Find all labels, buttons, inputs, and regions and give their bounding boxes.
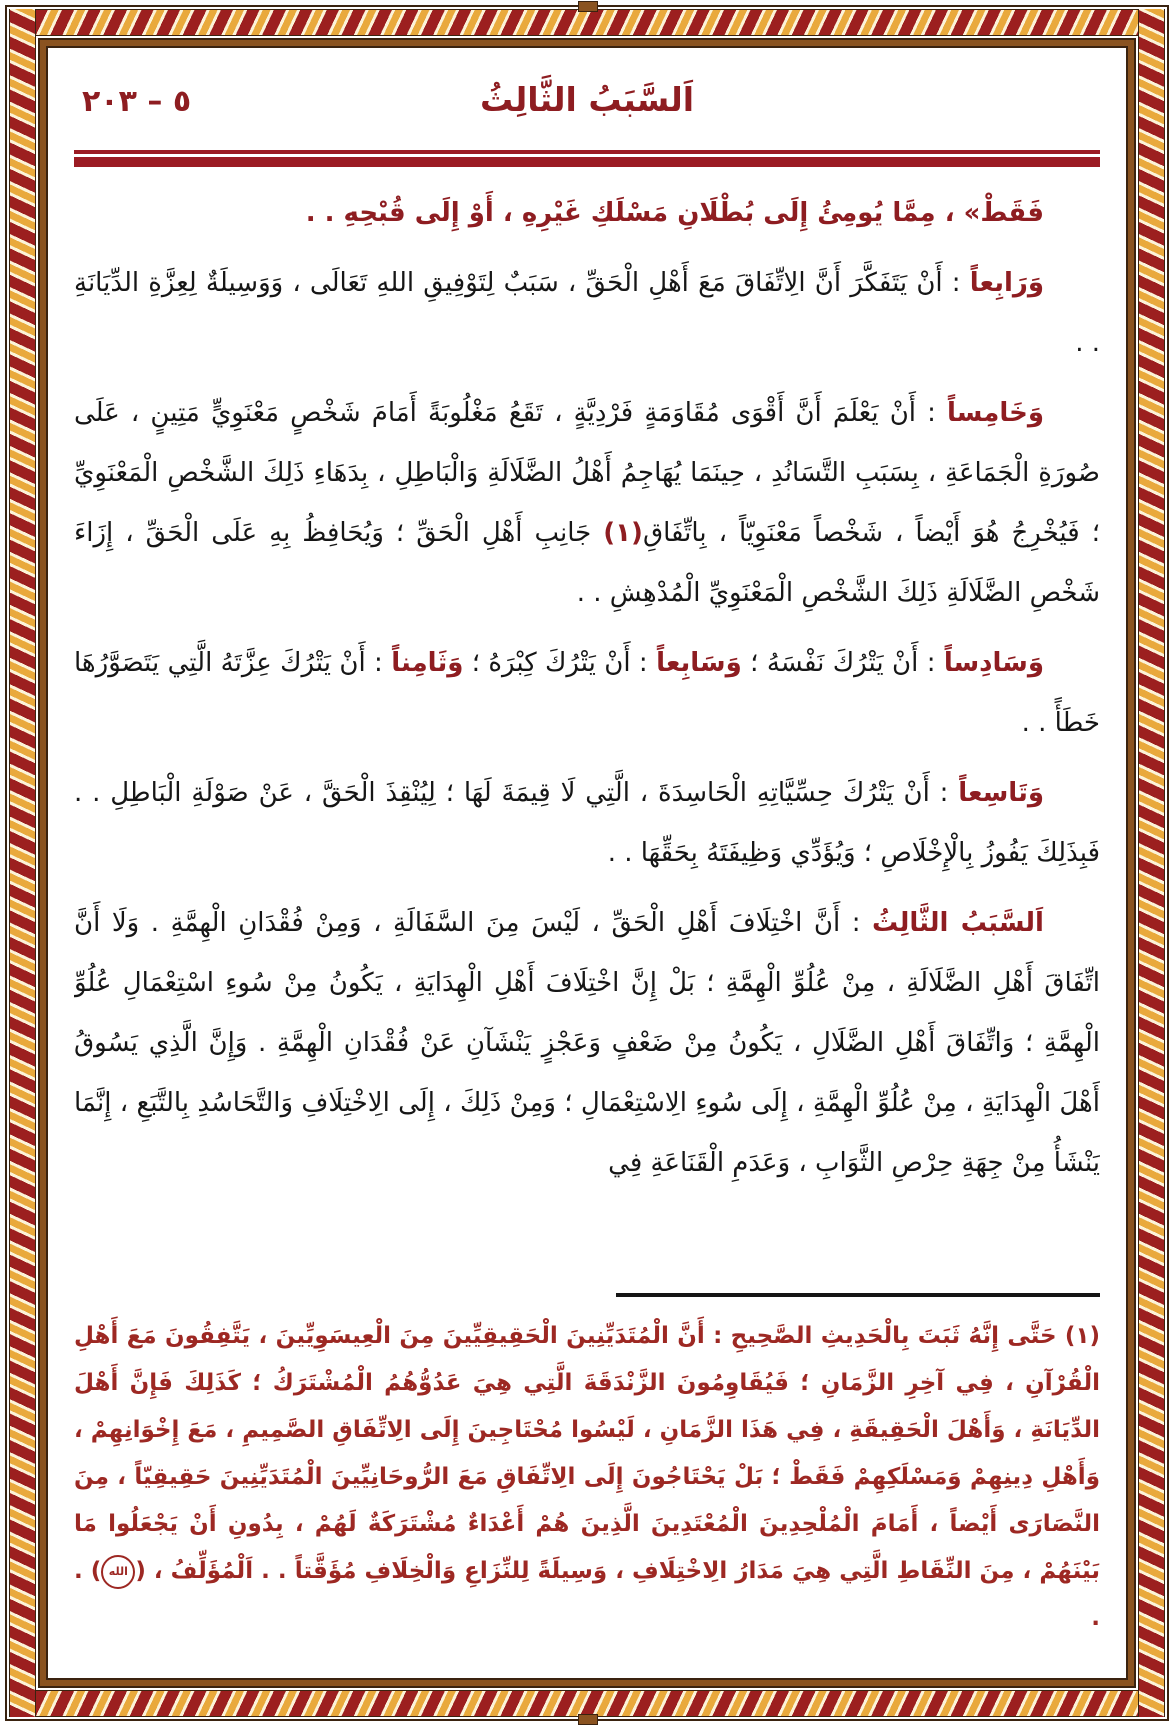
page-title: اَلسَّبَبُ الثَّالِثُ: [479, 80, 695, 119]
highlighted-term: وَثَامِناً: [391, 648, 464, 678]
border-center-tab-bottom: [578, 1714, 598, 1725]
text-run: : أَنَّ اخْتِلَافَ أَهْلِ الْحَقِّ ، لَيْسَ مِنَ السَّفَالَةِ ، وَمِنْ فُقْدَانِ الْهِمَّةِ . وَلَا أَنَّ اتِّفَاقَ أَهْلِ الضَّلَالَةِ ، مِنْ عُلُوِّ الْهِمَّةِ ؛ بَلْ إِنَّ اخْتِلَافَ أَهْلِ الْهِدَايَةِ ، يَكُونُ مِنْ سُوءِ اسْتِعْمَالِ عُلُوِّ الْهِمَّةِ ؛ وَاتِّفَاقَ أَهْلِ الضَّلَالِ ، يَكُونُ مِنْ ضَعْفٍ وَعَجْزٍ يَنْشَآنِ عَنْ فُقْدَانِ الْهِمَّةِ . وَإِنَّ الَّذِي يَسُوقُ أَهْلَ الْهِدَايَةِ ، مِنْ عُلُوِّ الْهِمَّةِ ، إِلَى سُوءِ الِاسْتِعْمَالِ ؛ وَمِنْ ذَلِكَ ، إِلَى الِاخْتِلَافِ وَالتَّحَاسُدِ بِالتَّبَعِ ، إِنَّمَا يَنْشَأُ مِنْ جِهَةِ حِرْصِ الثَّوَابِ ، وَعَدَمِ الْقَنَاعَةِ فِي: [74, 908, 1100, 1178]
text-run: : أَنْ يَتْرُكَ كِبْرَهُ ؛: [463, 648, 657, 678]
text-run: (١) حَتَّى إِنَّهُ ثَبَتَ بِالْحَدِيثِ الصَّحِيحِ : أَنَّ الْمُتَدَيِّنِينَ الْحَقِيقِيِّينَ مِنَ الْعِيسَوِيِّينَ ، يَتَّفِقُونَ مَعَ أَهْلِ الْقُرْآنِ ، فِي آخِرِ الزَّمَانِ ؛ فَيُقَاوِمُونَ الزَّنْدَقَةَ الَّتِي هِيَ عَدُوُّهُمُ الْمُشْتَرَكُ ؛ كَذَلِكَ فَإِنَّ أَهْلَ الدِّيَانَةِ ، وَأَهْلَ الْحَقِيقَةِ ، فِي هَذَا الزَّمَانِ ، لَيْسُوا مُحْتَاجِينَ إِلَى الِاتِّفَاقِ الصَّمِيمِ ، مَعَ إِخْوَانِهِمْ ، وَأَهْلِ دِينِهِمْ وَمَسْلَكِهِمْ فَقَطْ ؛ بَلْ يَحْتَاجُونَ إِلَى الِاتِّفَاقِ مَعَ الرُّوحَانِيِّينَ الْمُتَدَيِّنِينَ حَقِيقِيّاً ، مِنَ النَّصَارَى أَيْضاً ، أَمَامَ الْمُلْحِدِينَ الْمُعْتَدِينَ الَّذِينَ هُمْ أَعْدَاءٌ مُشْتَرَكَةٌ لَهُمْ ، بِدُونِ أَنْ يَجْعَلُوا مَا بَيْنَهُمْ ، مِنَ النِّقَاطِ الَّتِي هِيَ مَدَارُ الِاخْتِلَافِ ، وَسِيلَةً لِلنِّزَاعِ وَالْخِلَافِ مُؤَقَّتاً . . اَلْمُؤَلِّفُ ، (: [74, 1323, 1100, 1584]
paragraph: [74, 383, 1100, 623]
body-text: [74, 183, 1100, 1283]
text-run: : أَنْ يَتْرُكَ عِزَّتَهُ الَّتِي يَتَصَوَّرُهَا خَطَأً . .: [74, 648, 1100, 738]
paragraph: [74, 183, 1100, 243]
border-band-right: [1138, 9, 1165, 1717]
highlighted-term: وَخَامِساً: [947, 398, 1044, 428]
paragraph: [74, 253, 1100, 373]
highlighted-term: وَرَابِعاً: [969, 268, 1044, 298]
border-band-left: [9, 9, 36, 1717]
highlighted-term: فَقَطْ» ، مِمَّا يُومِئُ إِلَى بُطْلَانِ مَسْلَكِ غَيْرِهِ ، أَوْ إِلَى قُبْحِهِ . .: [305, 198, 1044, 228]
footnote-separator: [616, 1293, 1100, 1297]
page-number: ٥ – ٢٠٣: [82, 84, 192, 119]
text-run: : أَنْ يَتَفَكَّرَ أَنَّ الِاتِّفَاقَ مَعَ أَهْلِ الْحَقِّ ، سَبَبٌ لِتَوْفِيقِ اللهِ تَعَالَى ، وَوَسِيلَةٌ لِعِزَّةِ الدِّيَانَةِ . .: [74, 268, 1100, 358]
page-content: [74, 64, 1100, 1670]
highlighted-term: (١): [603, 518, 643, 548]
border-band-top: [9, 9, 1165, 36]
paragraph: [74, 633, 1100, 753]
border-center-tab-top: [578, 1, 598, 12]
footnote-text: [74, 1313, 1100, 1642]
text-run: جَانِبِ أَهْلِ الْحَقِّ ؛ وَيُحَافِظُ بِهِ عَلَى الْحَقِّ ، إِزَاءَ شَخْصِ الضَّلَالَةِ ذَلِكَ الشَّخْصِ الْمَعْنَوِيِّ الْمُدْهِشِ . .: [74, 518, 1100, 608]
paragraph: [74, 893, 1100, 1193]
author-seal-icon: الله: [101, 1555, 135, 1589]
header-rule: [74, 150, 1100, 167]
highlighted-term: وَسَادِساً: [943, 648, 1045, 678]
highlighted-term: اَلسَّبَبُ الثَّالِثُ: [872, 908, 1044, 938]
text-run: : أَنْ يَعْلَمَ أَنَّ أَقْوَى مُقَاوَمَةٍ فَرْدِيَّةٍ ، تَقَعُ مَغْلُوبَةً أَمَامَ شَخْصٍ مَعْنَوِيٍّ مَتِينٍ ، عَلَى صُورَةِ الْجَمَاعَةِ ، بِسَبَبِ التَّسَانُدِ ، حِينَمَا يُهَاجِمُ أَهْلُ الضَّلَالَةِ وَالْبَاطِلِ ، بِدَهَاءِ ذَلِكَ الشَّخْصِ الْمَعْنَوِيِّ ؛ فَيُخْرِجُ هُوَ أَيْضاً ، شَخْصاً مَعْنَوِيّاً ، بِاتِّفَاقِ: [74, 398, 1100, 548]
text-run: ) . .: [74, 1558, 1100, 1631]
highlighted-term: وَسَابِعاً: [656, 648, 742, 678]
border-band-bottom: [9, 1690, 1165, 1717]
highlighted-term: وَتَاسِعاً: [958, 778, 1044, 808]
text-run: : أَنْ يَتْرُكَ حِسِّيَّاتِهِ الْحَاسِدَةَ ، الَّتِي لَا قِيمَةَ لَهَا ؛ لِيُنْقِذَ الْحَقَّ ، عَنْ صَوْلَةِ الْبَاطِلِ . . فَبِذَلِكَ يَفُوزُ بِالْإِخْلَاصِ ؛ وَيُؤَدِّي وَظِيفَتَهُ بِحَقِّهَا . .: [74, 778, 1100, 868]
paragraph: [74, 763, 1100, 883]
page-header: [74, 64, 1100, 150]
text-run: : أَنْ يَتْرُكَ نَفْسَهُ ؛: [741, 648, 944, 678]
